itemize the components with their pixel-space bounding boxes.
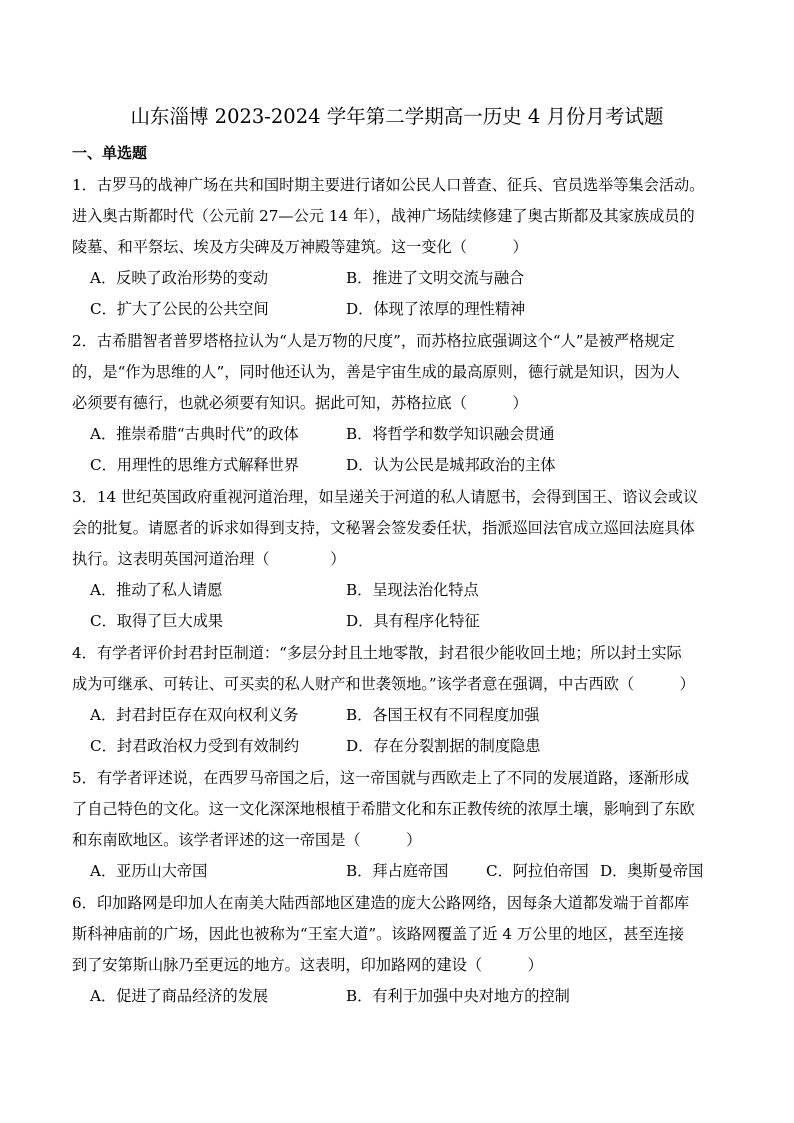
question-6-line-1: 6．印加路网是印加人在南美大陆西部地区建造的庞大公路网络，因每条大道都发端于首都库 — [72, 894, 690, 912]
question-4-line-2: 成为可继承、可转让、可买卖的私人财产和世袭领地。”该学者意在强调，中古西欧（ ） — [72, 675, 695, 693]
question-5-line-1: 5．有学者评述说，在西罗马帝国之后，这一帝国就与西欧走上了不同的发展道路，逐渐形成 — [72, 769, 690, 787]
page-title: 山东淄博 2023-2024 学年第二学期高一历史 4 月份月考试题 — [130, 105, 664, 128]
question-5-option-c: C．阿拉伯帝国 — [486, 862, 589, 880]
question-4-option-a: A．封君封臣存在双向权利义务 — [90, 706, 299, 724]
question-3-line-2: 会的批复。请愿者的诉求如得到支持，文秘署会签发委任状，指派巡回法官成立巡回法庭具体 — [72, 519, 695, 537]
question-1-option-c: C．扩大了公民的公共空间 — [90, 300, 269, 318]
question-5-option-a: A．亚历山大帝国 — [90, 862, 208, 880]
question-4-option-d: D．存在分裂割据的制度隐患 — [346, 737, 541, 755]
question-1-line-3: 陵墓、和平祭坛、埃及方尖碑及万神殿等建筑。这一变化（ ） — [72, 238, 528, 256]
question-2-line-1: 2．古希腊智者普罗塔格拉认为“人是万物的尺度”，而苏格拉底强调这个“人”是被严格规定 — [72, 332, 675, 350]
question-2-option-a: A．推崇希腊“古典时代”的政体 — [90, 425, 299, 443]
question-1-line-2: 进入奥古斯都时代（公元前 27—公元 14 年），战神广场陆续修建了奥古斯都及其家族成员的 — [72, 207, 695, 225]
question-1-option-b: B．推进了文明交流与融合 — [346, 269, 525, 287]
question-6-option-b: B．有利于加强中央对地方的控制 — [346, 987, 570, 1005]
question-3-option-d: D．具有程序化特征 — [346, 612, 480, 630]
question-2-option-d: D．认为公民是城邦政治的主体 — [346, 456, 556, 474]
question-3-option-c: C．取得了巨大成果 — [90, 612, 224, 630]
question-5-line-3: 和东南欧地区。该学者评述的这一帝国是（ ） — [72, 831, 422, 849]
question-1-option-a: A．反映了政治形势的变动 — [90, 269, 269, 287]
question-2-line-3: 必须要有德行，也就必须要有知识。据此可知，苏格拉底（ ） — [72, 394, 528, 412]
question-2-option-c: C．用理性的思维方式解释世界 — [90, 456, 300, 474]
question-3-line-1: 3．14 世纪英国政府重视河道治理，如呈递关于河道的私人请愿书，会得到国王、谘议会或议 — [72, 488, 699, 506]
question-3-line-3: 执行。这表明英国河道治理（ ） — [72, 550, 346, 568]
question-5-line-2: 了自己特色的文化。这一文化深深地根植于希腊文化和东正教传统的浓厚土壤，影响到了东欧 — [72, 800, 695, 818]
section-heading: 一、单选题 — [72, 144, 148, 162]
question-1-line-1: 1．古罗马的战神广场在共和国时期主要进行诸如公民人口普查、征兵、官员选举等集会活动。 — [72, 176, 705, 194]
question-4-line-1: 4．有学者评价封君封臣制道：“多层分封且土地零散，封君很少能收回土地；所以封土实际 — [72, 644, 682, 662]
question-2-line-2: 的，是“作为思维的人”，同时他还认为，善是宇宙生成的最高原则，德行就是知识，因为人 — [72, 363, 680, 381]
question-5-option-b: B．拜占庭帝国 — [346, 862, 449, 880]
question-3-option-b: B．呈现法治化特点 — [346, 581, 479, 599]
question-3-option-a: A．推动了私人请愿 — [90, 581, 223, 599]
question-4-option-b: B．各国王权有不同程度加强 — [346, 706, 540, 724]
question-4-option-c: C．封君政治权力受到有效制约 — [90, 737, 300, 755]
question-6-line-3: 到了安第斯山脉乃至更远的地方。这表明，印加路网的建设（ ） — [72, 956, 543, 974]
question-6-line-2: 斯科神庙前的广场，因此也被称为“王室大道”。该路网覆盖了近 4 万公里的地区，甚至连接 — [72, 925, 684, 943]
question-5-option-d: D．奥斯曼帝国 — [600, 862, 704, 880]
question-2-option-b: B．将哲学和数学知识融会贯通 — [346, 425, 555, 443]
question-6-option-a: A．促进了商品经济的发展 — [90, 987, 269, 1005]
question-1-option-d: D．体现了浓厚的理性精神 — [346, 300, 526, 318]
